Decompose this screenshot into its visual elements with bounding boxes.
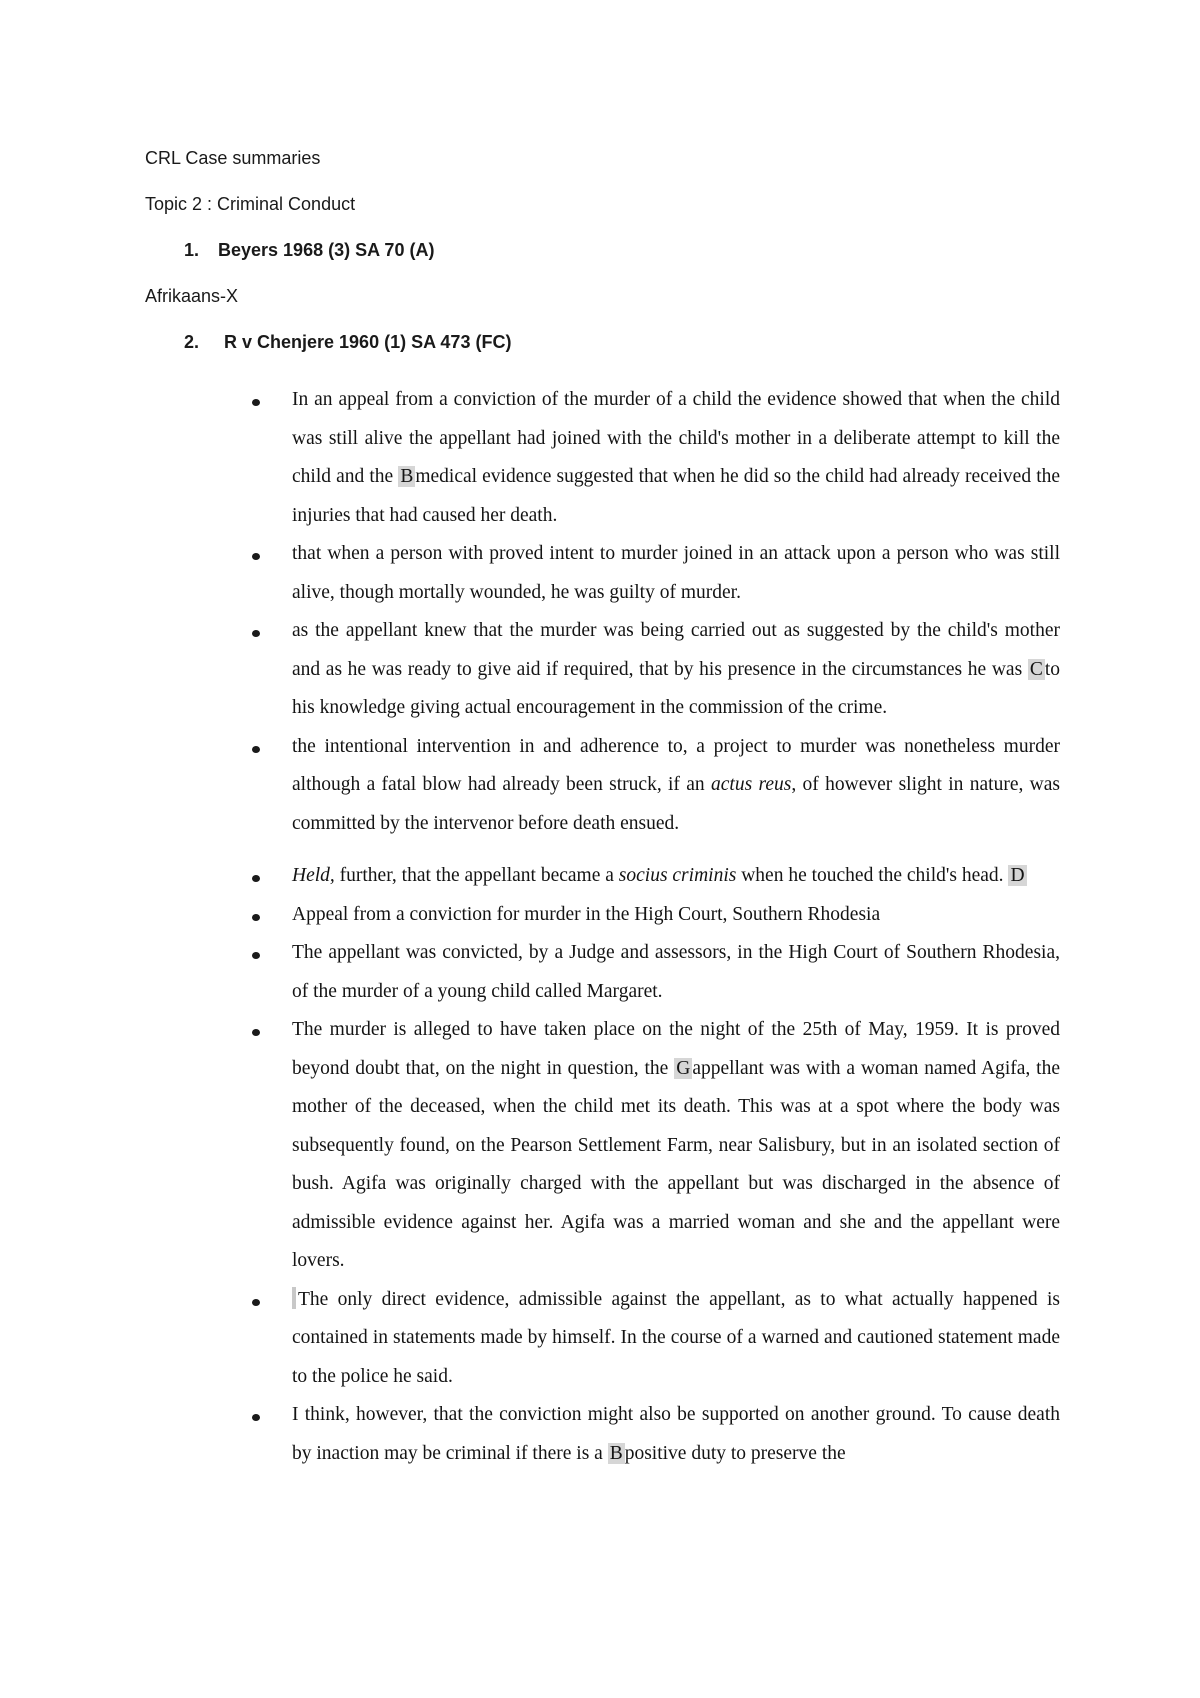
highlight-marker: B xyxy=(609,1442,623,1464)
case-number: 2. xyxy=(184,332,200,352)
afrikaans-note: Afrikaans-X xyxy=(145,286,239,306)
bullet-icon xyxy=(252,553,260,560)
list-item: The only direct evidence, admissible against the appellant, as to what actually happened is contained in statements made by himself. In the course of a warned and cautioned statement made to the police he said. xyxy=(252,1281,1060,1397)
bullet-icon xyxy=(252,914,260,921)
text-cursor xyxy=(292,1287,296,1309)
bullet-icon xyxy=(252,630,260,637)
list-item: I think, however, that the conviction might also be supported on another ground. To cause death by inaction may be criminal if there is a B positive duty to preserve the xyxy=(252,1396,1060,1473)
list-item: Held, further, that the appellant became a socius criminis when he touched the child's head. D xyxy=(252,857,1060,896)
highlight-marker: B xyxy=(400,466,414,487)
bullet-icon xyxy=(252,746,260,753)
list-item: as the appellant knew that the murder was being carried out as suggested by the child's mother and as he was ready to give aid if required, that by his presence in the circumstances he was C to his knowledge giving actual encouragement in the commission of the crime. xyxy=(252,612,1060,728)
list-item: Appeal from a conviction for murder in the High Court, Southern Rhodesia xyxy=(252,896,1060,935)
bullet-icon xyxy=(252,1414,260,1421)
case-title: R v Chenjere 1960 (1) SA 473 (FC) xyxy=(224,332,512,352)
topic-heading: Topic 2 : Criminal Conduct xyxy=(145,194,356,214)
case-heading-2 xyxy=(184,332,784,356)
doc-title: CRL Case summaries xyxy=(145,148,321,168)
bullet-icon xyxy=(252,1299,260,1306)
highlight-marker: G xyxy=(676,1057,691,1079)
case-summary-list xyxy=(252,381,1060,1473)
bullet-icon xyxy=(252,875,260,882)
highlight-marker: C xyxy=(1029,658,1043,680)
list-item: The appellant was convicted, by a Judge and assessors, in the High Court of Southern Rhodesia, of the murder of a young child called Margaret. xyxy=(252,934,1060,1011)
bullet-icon xyxy=(252,952,260,959)
highlight-marker: D xyxy=(1010,865,1025,886)
case-number: 1. xyxy=(184,240,200,260)
list-item: the intentional intervention in and adherence to, a project to murder was nonetheless murder although a fatal blow had already been struck, if an actus reus, of however slight in nature, was committed by the intervenor before death ensued. xyxy=(252,728,1060,844)
case-title: Beyers 1968 (3) SA 70 (A) xyxy=(218,240,435,260)
list-item: The murder is alleged to have taken place on the night of the 25th of May, 1959. It is proved beyond doubt that, on the night in question, the G appellant was with a woman named Agifa, the mother of the deceased, when the child met its death. This was at a spot where the body was subsequently found, on the Pearson Settlement Farm, near Salisbury, but in an isolated section of bush. Agifa was originally charged with the appellant but was discharged in the absence of admissible evidence against her. Agifa was a married woman and she and the appellant were lovers. xyxy=(252,1011,1060,1281)
list-item: that when a person with proved intent to murder joined in an attack upon a person who was still alive, though mortally wounded, he was guilty of murder. xyxy=(252,535,1060,612)
bullet-icon xyxy=(252,1029,260,1036)
bullet-icon xyxy=(252,399,260,406)
case-heading-1 xyxy=(184,240,684,264)
list-item: In an appeal from a conviction of the murder of a child the evidence showed that when the child was still alive the appellant had joined with the child's mother in a deliberate attempt to kill the child and the B medical evidence suggested that when he did so the child had already received the injuries that had caused her death. xyxy=(252,381,1060,535)
